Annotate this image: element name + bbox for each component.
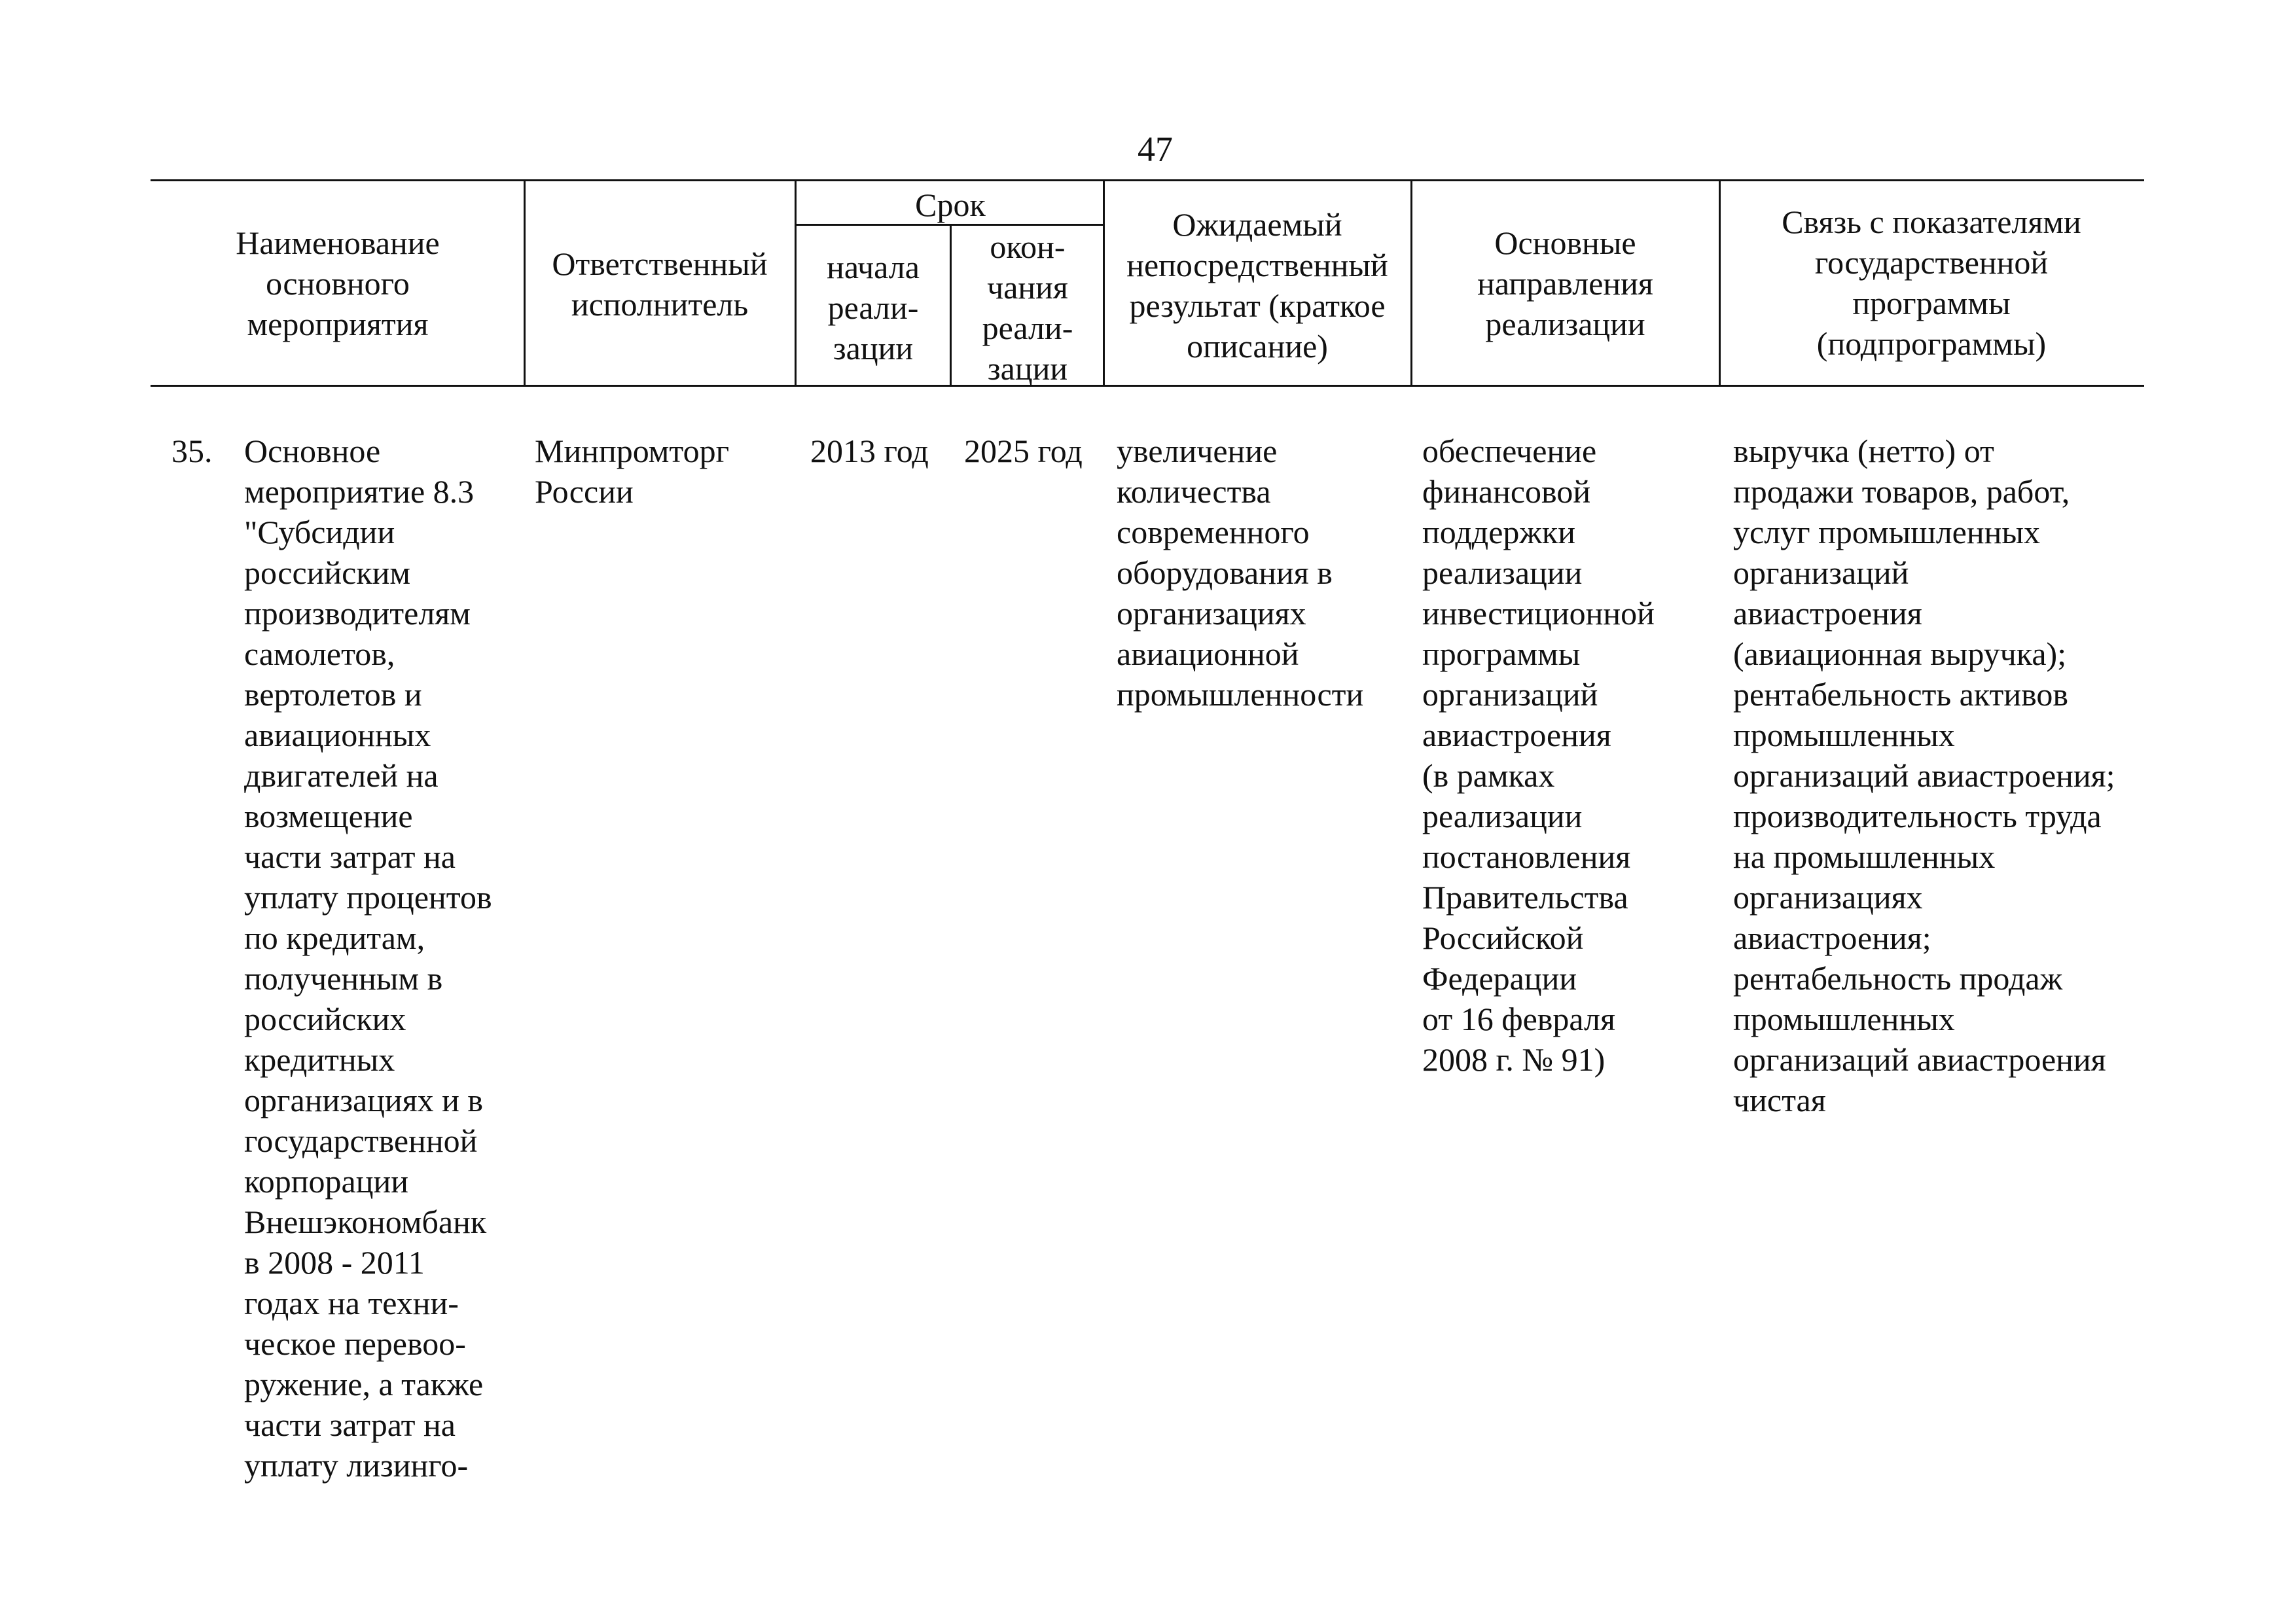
row-directions-line: инвестиционной [1422, 595, 1655, 632]
row-name-line: Основное [244, 433, 381, 469]
row-link-line: авиастроения [1733, 595, 1922, 632]
row-name-line: российских [244, 1001, 406, 1037]
header-name [157, 223, 518, 344]
row-result-line: организациях [1117, 595, 1306, 632]
row-name-line: Внешэкономбанк [244, 1204, 487, 1240]
row-directions [1422, 431, 1655, 1080]
header-term-end-line: окон- [990, 228, 1066, 265]
header-result [1106, 204, 1408, 366]
page-number: 47 [1138, 130, 1173, 169]
row-link-line: организациях [1733, 879, 1923, 916]
header-term-start [797, 247, 949, 368]
row-result-line: современного [1117, 514, 1310, 550]
header-executor-line: исполнитель [571, 286, 749, 323]
header-bottom-border [151, 385, 2144, 387]
row-link-line: (авиационная выручка); [1733, 635, 2067, 672]
row-directions-line: Федерации [1422, 960, 1577, 997]
header-term-end [952, 226, 1103, 389]
header-name-line: мероприятия [247, 306, 429, 342]
header-term-start-line: реали- [827, 289, 919, 326]
header-term-end-line: реали- [982, 310, 1073, 346]
row-name-line: авиационных [244, 717, 431, 753]
row-link-line: рентабельность активов [1733, 676, 2068, 713]
row-link-line: на промышленных [1733, 838, 1996, 875]
col-divider-3 [950, 224, 952, 387]
header-term-label: Срок [915, 187, 986, 223]
row-directions-line: (в рамках [1422, 757, 1555, 794]
header-result-line: непосредственный [1126, 247, 1388, 283]
row-link-line: выручка (нетто) от [1733, 433, 1994, 469]
row-name-line: возмещение [244, 798, 413, 834]
row-link-line: производительность труда [1733, 798, 2102, 834]
header-result-line: результат (краткое [1129, 287, 1386, 324]
row-directions-line: реализации [1422, 554, 1583, 591]
row-name-line: производителям [244, 595, 471, 632]
row-end: 2025 год [964, 433, 1083, 469]
row-link-line: рентабельность продаж [1733, 960, 2063, 997]
row-name-line: полученным в [244, 960, 443, 997]
row-link [1733, 431, 2115, 1120]
row-name-line: уплату процентов [244, 879, 492, 916]
row-link-line: авиастроения; [1733, 919, 1931, 956]
row-executor-line: Минпромторг [535, 433, 730, 469]
col-divider-2 [795, 179, 797, 387]
header-executor-line: Ответственный [552, 245, 768, 282]
row-name [244, 431, 492, 1486]
row-name-line: уплату лизинго- [244, 1447, 469, 1484]
row-number: 35. [171, 433, 213, 469]
header-link-line: государственной [1814, 244, 2049, 281]
row-directions-line: поддержки [1422, 514, 1575, 550]
header-executor [528, 243, 792, 325]
row-link-line: промышленных [1733, 717, 1955, 753]
row-result-line: увеличение [1117, 433, 1278, 469]
col-divider-1 [524, 179, 526, 387]
header-name-line: основного [266, 265, 410, 302]
row-name-line: части затрат на [244, 1406, 456, 1443]
row-directions-line: программы [1422, 635, 1581, 672]
header-result-line: Ожидаемый [1172, 206, 1342, 243]
row-directions-line: финансовой [1422, 473, 1591, 510]
row-start: 2013 год [810, 433, 929, 469]
row-name-line: российским [244, 554, 411, 591]
header-directions-line: реализации [1485, 306, 1645, 342]
row-name-line: части затрат на [244, 838, 456, 875]
header-link-line: программы [1852, 285, 2011, 321]
row-result-line: оборудования в [1117, 554, 1333, 591]
row-directions-line: от 16 февраля [1422, 1001, 1615, 1037]
row-name-line: в 2008 - 2011 [244, 1244, 425, 1281]
row-name-line: мероприятие 8.3 [244, 473, 475, 510]
row-name-line: двигателей на [244, 757, 439, 794]
header-name-line: Наименование [236, 224, 440, 261]
row-name-line: "Субсидии [244, 514, 395, 550]
col-divider-6 [1719, 179, 1721, 387]
row-link-line: организаций авиастроения; [1733, 757, 2115, 794]
header-link [1722, 202, 2141, 364]
row-link-line: организаций авиастроения [1733, 1041, 2106, 1078]
row-directions-line: авиастроения [1422, 717, 1611, 753]
header-directions-line: Основные [1494, 224, 1636, 261]
header-term-start-line: начала [827, 249, 920, 285]
header-term-end-line: зации [987, 350, 1068, 387]
row-result-line: количества [1117, 473, 1271, 510]
header-term-end-line: чания [987, 269, 1068, 306]
header-result-line: описание) [1187, 328, 1328, 365]
row-name-line: организациях и в [244, 1082, 484, 1118]
row-name-line: корпорации [244, 1163, 408, 1200]
header-directions-line: направления [1477, 265, 1653, 302]
col-divider-5 [1410, 179, 1412, 387]
row-name-line: государственной [244, 1122, 478, 1159]
row-directions-line: 2008 г. № 91) [1422, 1041, 1605, 1078]
header-directions [1414, 223, 1717, 344]
header-term [797, 185, 1103, 225]
row-executor-line: России [535, 473, 634, 510]
row-link-line: промышленных [1733, 1001, 1955, 1037]
row-directions-line: Российской [1422, 919, 1584, 956]
row-link-line: чистая [1733, 1082, 1826, 1118]
row-link-line: продажи товаров, работ, [1733, 473, 2070, 510]
row-directions-line: обеспечение [1422, 433, 1597, 469]
row-result-line: авиационной [1117, 635, 1299, 672]
row-link-line: организаций [1733, 554, 1909, 591]
header-top-border [151, 179, 2144, 181]
row-directions-line: реализации [1422, 798, 1583, 834]
header-link-line: (подпрограммы) [1816, 325, 2047, 362]
row-name-line: по кредитам, [244, 919, 425, 956]
row-name-line: вертолетов и [244, 676, 422, 713]
row-directions-line: организаций [1422, 676, 1598, 713]
row-name-line: годах на техни- [244, 1285, 459, 1321]
row-executor [535, 431, 729, 512]
header-link-line: Связь с показателями [1782, 204, 2081, 240]
row-name-line: кредитных [244, 1041, 395, 1078]
row-result-line: промышленности [1117, 676, 1364, 713]
row-directions-line: Правительства [1422, 879, 1628, 916]
row-name-line: самолетов, [244, 635, 395, 672]
row-directions-line: постановления [1422, 838, 1631, 875]
row-name-line: ружение, а также [244, 1366, 484, 1402]
row-name-line: ческое перевоо- [244, 1325, 466, 1362]
row-link-line: услуг промышленных [1733, 514, 2040, 550]
row-result [1117, 431, 1363, 715]
header-term-start-line: зации [833, 330, 914, 366]
